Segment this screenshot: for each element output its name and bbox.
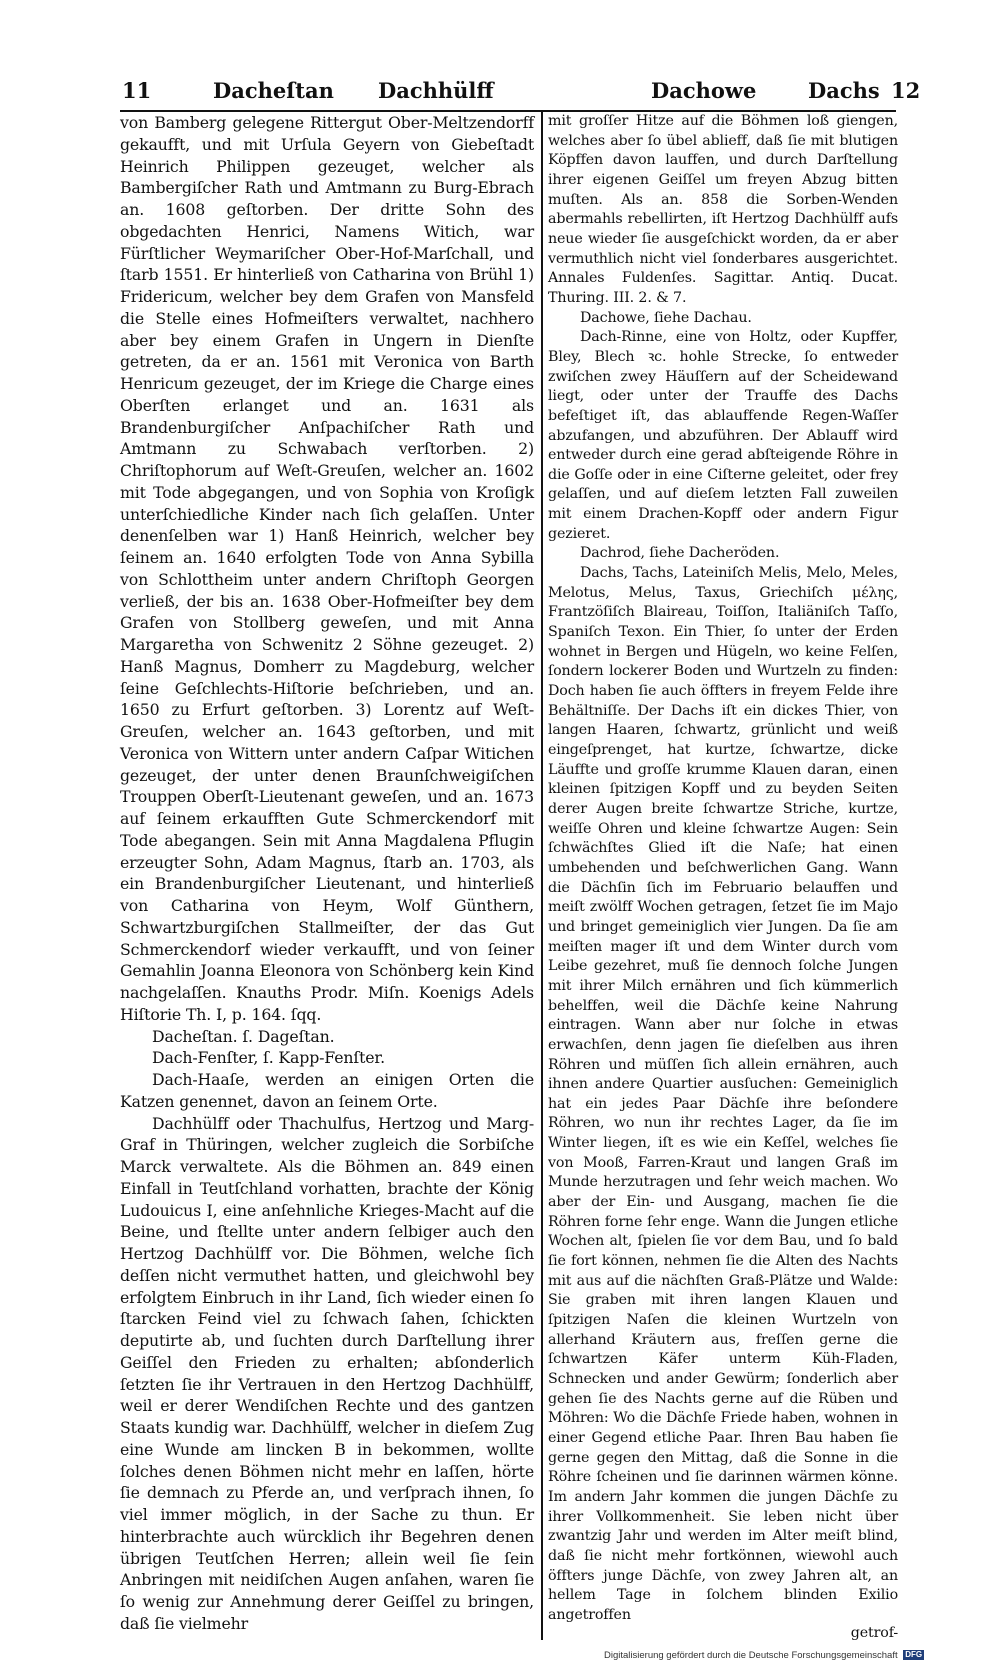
left-column — [120, 112, 534, 1635]
page-number-left: 11 — [122, 78, 152, 103]
header-right-catchword-1: Dachowe — [651, 78, 757, 103]
left-continuation-paragraph: von Bamberg gelegene Rittergut Ober-Meltzendorff gekaufft, und mit Urſula Geyern von Giebeſtadt Heinrich Philippen gezeuget, welcher als Bambergiſcher Rath und Amtmann zu Burg-Ebrach an. 1608 geſtorben. Der dritte Sohn des obgedachten Henrici, Namens Witich, war Fürſtlicher Weymariſcher Ober-Hof-Marſchall, und ſtarb 1551. Er hinterließ von Catharina von Brühl 1) Fridericum, welcher bey dem Grafen von Mansfeld die Stelle eines Hofmeiſters verwaltet, nachhero aber bey einem Grafen in Ungern in Dienſte getreten, da er an. 1561 mit Veronica von Barth Henricum gezeuget, der im Kriege die Charge eines Oberſten erlanget und an. 1631 als Brandenburgiſcher Anſpachiſcher Rath und Amtmann zu Schwabach verſtorben. 2) Chriſtophorum auf Weſt-Greuſen, welcher an. 1602 mit Tode abgegangen, und von Sophia von Kroſigk unterſchiedliche Kinder nach ſich gelaſſen. Unter denenſelben war 1) Hanß Heinrich, welcher bey ſeinem an. 1640 erfolgten Tode von Anna Sybilla von Schlottheim unter andern Chriſtoph Georgen verließ, der bis an. 1638 Ober-Hofmeiſter bey dem Grafen von Stollberg geweſen, und mit Anna Margaretha von Schwenitz 2 Söhne gezeuget. 2) Hanß Magnus, Domherr zu Magdeburg, welcher ſeine Geſchlechts-Hiſtorie beſchrieben, und an. 1650 zu Erfurt geſtorben. 3) Lorentz auf Weſt-Greuſen, welcher an. 1643 geſtorben, und mit Veronica von Wittern unter andern Caſpar Witichen gezeuget, der unter denen Braunſchweigiſchen Trouppen Oberſt-Lieutenant geweſen, und an. 1673 auf ſeinem erkaufften Gute Schmerckendorf mit Tode abegangen. Sein mit Anna Magdalena Pflugin erzeugter Sohn, Adam Magnus, ſtarb an. 1703, als ein Brandenburgiſcher Lieutenant, und hinterließ von Catharina von Heym, Wolf Günthern, Schwartzburgiſchen Stallmeiſter, der das Gut Schmerckendorf wieder verkaufft, und von ſeiner Gemahlin Joanna Eleonora von Schönberg kein Kind nachgelaſſen. Knauths Prodr. Miſn. Koenigs Adels Hiſtorie Th. I, p. 164. ſqq. — [120, 113, 534, 1024]
entry-dach-fenster: Dach-Fenſter, ſ. Kapp-Fenſter. — [152, 1048, 385, 1068]
header-left-catchword-1: Dacheſtan — [213, 78, 334, 103]
column-divider — [541, 110, 543, 1640]
entry-dachhuelff: Dachhülff oder Thachulfus, Hertzog und Marg-Graf in Thüringen, welcher zugleich die Sorbiſche Marck verwaltete. Als die Böhmen an. 849 einen Einfall in Teutſchland vorhatten, brachte der König Ludouicus I, eine anſehnliche Krieges-Macht auf die Beine, und ſtellte unter andern ſelbiger auch den Hertzog Dachhülff vor. Die Böhmen, welche ſich deſſen nicht vermuthet hatten, und gleichwohl bey erfolgtem Einbruch in ihr Land, ſich wieder einen ſo ſtarcken Feind viel zu ſchwach ſahen, ſchickten deputirte ab, und ſuchten durch Darſtellung ihrer Geiſſel den Frieden zu erhalten; abſonderlich ſetzten ſie ihr Vertrauen in den Hertzog Dachhülff, weil er derer Wendiſchen Rechte und des gantzen Staats kundig war. Dachhülff, welcher in dieſem Zug eine Wunde am lincken B in bekommen, wollte ſolches denen Böhmen nicht mehr en laſſen, hörte ſie demnach zu Pferde an, und verſprach ihnen, ſo viel immer möglich, in der Sache zu thun. Er hinterbrachte auch würcklich ihr Begehren denen übrigen Teutſchen Herren; allein weil ſie ſein Anbringen mit neidiſchen Augen anſahen, waren ſie ſo wenig zur Annehmung derer Geiſſel zu bringen, daß ſie vielmehr — [120, 1113, 534, 1633]
entry-dach-rinne: Dach-Rinne, eine von Holtz, oder Kupffer, Bley, Blech ꝛc. hohle Strecke, ſo entweder zwiſchen zwey Häuſſern auf der Scheidewand liegt, oder unter der Trauffe des Dachs befeſtiget iſt, das ablauffende Regen-Waſſer abzufangen, und abzuführen. Der Ablauff wird entweder durch eine gerad abſteigende Röhre in die Goſſe oder in eine Ciſterne geleitet, oder frey gelaſſen, und auf dieſem letzten Fall zuweilen mit einem Drachen-Kopff oder andern Figur gezieret. — [548, 329, 898, 542]
entry-dachestan: Dacheſtan. ſ. Dageſtan. — [152, 1026, 335, 1046]
footer-text: Digitalisierung gefördert durch die Deutsche Forschungsgemeinschaft — [604, 1650, 898, 1661]
entry-dachs: Dachs, Tachs, Lateiniſch Melis, Melo, Meles, Melotus, Melus, Taxus, Griechiſch μέλης, Frantzöſiſch Blaireau, Toiſſon, Italiäniſch Taſſo, Spaniſch Texon. Ein Thier, ſo unter der Erden wohnet in Bergen und Hügeln, wo keine Felſen, ſondern lockerer Boden und Wurtzeln zu finden: Doch haben ſie auch öffters in freyem Felde ihre Behältniſſe. Der Dachs iſt ein dickes Thier, von langen Haaren, ſchwartz, grünlicht und weiß eingeſprenget, hat kurtze, ſchwartze, dicke Läuffte und groſſe krumme Klauen daran, einen kleinen ſpitzigen Kopff und zu beyden Seiten derer Augen breite ſchwartze Striche, kurtze, weiſſe Ohren und kleine ſchwartze Augen: Sein ſchwächſtes Glied iſt die Naſe; hat einen umbehenden und beſchwerlichen Gang. Wann die Dächſin ſich im Februario belauffen und meiſt zwölff Wochen getragen, ſetzet ſie im Majo und bringet gemeiniglich vier Jungen. Da ſie am meiſten mager iſt und dem Winter durch vom Leibe gezehret, muß ſie dennoch ſolche Jungen mit ihrer Milch ernähren und ſich kümmerlich behelffen, weil die Dächſe keine Nahrung eintragen. Wann aber nur ſolche in etwas erwachſen, denn jagen ſie dieſelben aus ihren Röhren und müſſen ſich allein ernähren, auch ihnen andere Quartier ausſuchen: Gemeiniglich hat ein jedes Paar Dächſe ihre beſondere Röhren, wo nun ihr rechtes Lager, da ſie im Winter liegen, iſt es wie ein Keſſel, welches ſie von Mooß, Farren-Kraut und langen Graß im Munde herzutragen und ſehr weich machen. Wo aber der Ein- und Ausgang, machen ſie die Röhren forne ſehr enge. Wann die Jungen etliche Wochen alt, ſpielen ſie vor dem Bau, und ſo bald ſie fort können, nehmen ſie die Alten des Nachts mit aus auf die nächſten Graß-Plätze und Walde: Sie graben mit ihren langen Klauen und ſpitzigen Naſen die kleinen Wurtzeln von allerhand Kräutern aus, freſſen gerne die ſchwartzen Käfer unterm Küh-Fladen, Schnecken und ander Gewürm; ſonderlich aber gehen ſie des Nachts gerne auf die Rüben und Möhren: Wo die Dächſe Friede haben, wohnen in einer Gegend etliche Paar. Ihren Bau haben ſie gerne gegen den Mittag, daß die Sonne in die Röhre ſcheinen und ſie darinnen wärmen könne. Im andern Jahr kommen die jungen Dächſe zu ihrer Vollkommenheit. Sie leben nicht über zwantzig Jahr und werden im Alter meiſt blind, daß ſie nicht mehr fortkönnen, wiewohl auch öffters junge Dächſe, von zwey Jahren alt, an hellem Tage in ſolchem blinden Exilio angetroffen — [548, 565, 898, 1623]
header-right-catchword-2: Dachs — [808, 78, 880, 103]
catchword: getrof- — [850, 1624, 898, 1641]
running-header — [108, 72, 921, 106]
entry-dachrod: Dachrod, ſiehe Dacheröden. — [580, 545, 780, 562]
digitization-footer — [604, 1650, 924, 1661]
dfg-logo-icon: DFG — [905, 1650, 923, 1659]
entry-dach-haase: Dach-Haaſe, werden an einigen Orten die Katzen genennet, davon an ſeinem Orte. — [120, 1070, 534, 1111]
header-left-catchword-2: Dachhülff — [378, 78, 494, 103]
right-column — [548, 112, 898, 1641]
entry-dachowe: Dachowe, ſiehe Dachau. — [580, 309, 752, 326]
page-number-right: 12 — [891, 78, 921, 103]
right-continuation-paragraph: mit groſſer Hitze auf die Böhmen loß giengen, welches aber ſo übel ablieff, daß ſie mit blutigen Köpffen davon lauffen, und durch Darſtellung ihrer eigenen Geiſſel um freyen Abzug bitten muſten. Als an. 858 die Sorben-Wenden abermahls rebellirten, iſt Hertzog Dachhülff aufs neue wieder ſie ausgeſchickt worden, da er aber vermuthlich nicht viel ſonderbares ausgerichtet. Annales Fuldenſes. Sagittar. Antiq. Ducat. Thuring. III. 2. & 7. — [548, 113, 898, 306]
